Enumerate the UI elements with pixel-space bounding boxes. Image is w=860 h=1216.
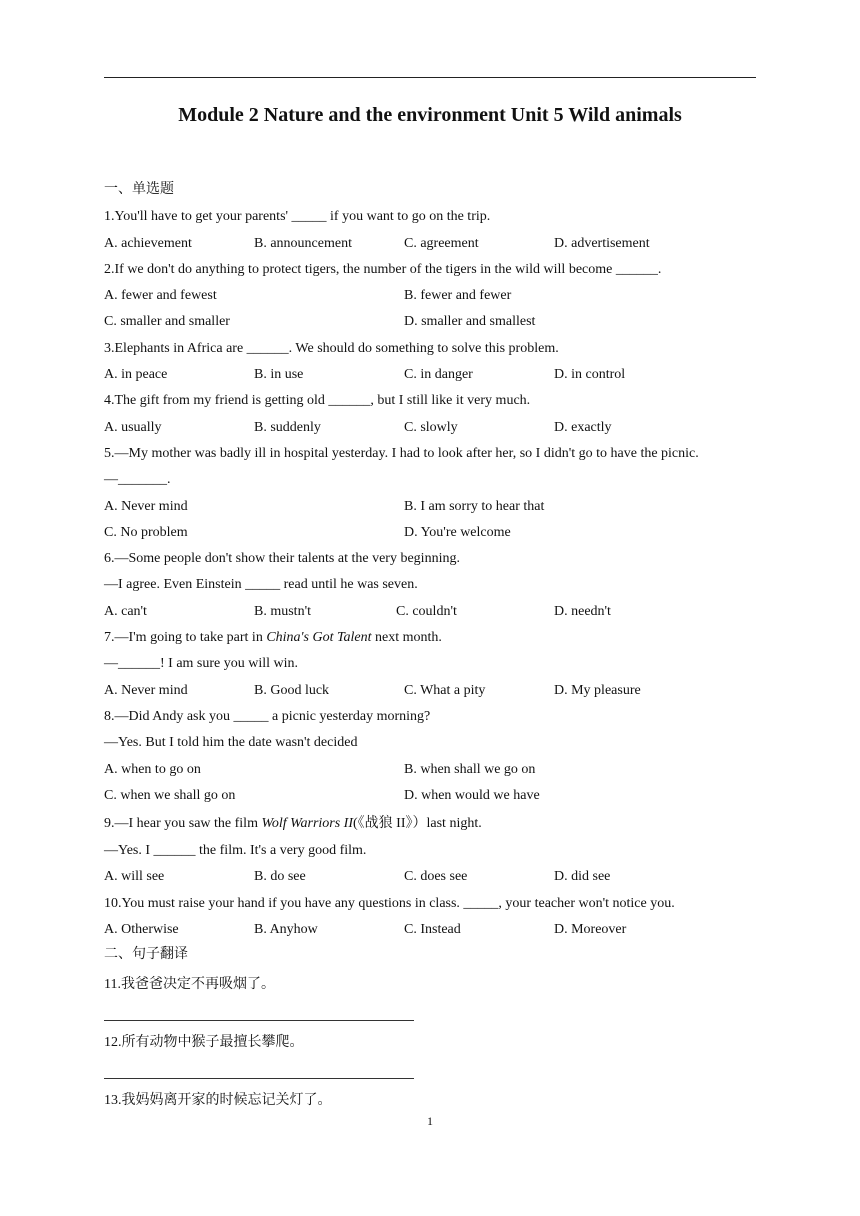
option-b: B. fewer and fewer [404,288,512,304]
option-d: D. needn't [554,603,611,619]
question-13-stem: 13.我妈妈离开家的时候忘记关灯了。 [104,1092,332,1108]
stem-text: 9.—I hear you saw the film [104,816,262,832]
option-b: B. I am sorry to hear that [404,498,545,514]
option-b: B. suddenly [254,419,321,435]
option-c: C. when we shall go on [104,787,236,803]
question-2-stem: 2.If we don't do anything to protect tigers, the number of the tigers in the wild will become ______. [104,261,662,277]
film-title: Wolf Warriors II [261,816,354,832]
question-5-options-row-2 [104,520,764,546]
header-rule [104,77,756,78]
question-9-options [104,864,764,890]
question-3-stem: 3.Elephants in Africa are ______. We should do something to solve this problem. [104,340,559,356]
question-12-stem: 12.所有动物中猴子最擅长攀爬。 [104,1034,304,1050]
question-10-stem: 10.You must raise your hand if you have any questions in class. _____, your teacher won't notice you. [104,895,675,911]
option-d: D. in control [554,367,626,383]
option-c: C. does see [404,869,468,885]
option-c: C. couldn't [396,603,457,619]
question-3-options [104,362,764,388]
question-8-options-row-2 [104,783,764,809]
option-a: A. Otherwise [104,922,179,938]
page-title: Module 2 Nature and the environment Unit 5 Wild animals [178,104,682,126]
option-c: C. agreement [404,235,479,251]
worksheet-content [104,178,764,1115]
question-8-stem: 8.—Did Andy ask you _____ a picnic yesterday morning? [104,708,431,724]
option-a: A. Never mind [104,498,188,514]
option-c: C. in danger [404,367,473,383]
question-9-response: —Yes. I ______ the film. It's a very good film. [104,843,367,859]
option-b: B. do see [254,869,306,885]
question-5-stem: 5.—My mother was badly ill in hospital yesterday. I had to look after her, so I didn't go to have the picnic. [104,445,699,461]
option-d: D. Moreover [554,922,627,938]
option-b: B. in use [254,367,304,383]
question-11-stem: 11.我爸爸决定不再吸烟了。 [104,976,275,992]
question-4-stem: 4.The gift from my friend is getting old ______, but I still like it very much. [104,393,531,409]
option-b: B. when shall we go on [404,761,536,777]
answer-rule [104,1020,414,1021]
question-5-response: —_______. [104,472,171,488]
option-a: A. fewer and fewest [104,288,217,304]
stem-text: 7.—I'm going to take part in [104,630,267,646]
option-d: D. You're welcome [404,524,511,540]
option-b: B. announcement [254,235,352,251]
question-8-options-row-1 [104,757,764,783]
question-1-options [104,231,764,257]
option-a: A. Never mind [104,682,188,698]
question-7-options [104,678,764,704]
option-d: D. smaller and smallest [404,314,536,330]
stem-text: next month. [371,630,442,646]
stem-text: (《战狼 II》）last night. [353,816,482,832]
option-c: C. slowly [404,419,458,435]
section-heading-translation: 二、句子翻译 [104,947,188,963]
option-d: D. did see [554,869,611,885]
page-number: 1 [427,1114,433,1128]
show-title: China's Got Talent [266,630,372,646]
question-7-response: —______! I am sure you will win. [104,656,299,672]
option-d: D. exactly [554,419,612,435]
question-6-response: —I agree. Even Einstein _____ read until he was seven. [104,577,418,593]
option-a: A. achievement [104,235,192,251]
option-a: A. can't [104,603,147,619]
question-10-options [104,917,764,943]
question-5-options-row-1 [104,494,764,520]
question-1-stem: 1.You'll have to get your parents' _____ if you want to go on the trip. [104,209,491,225]
option-c: C. No problem [104,524,188,540]
option-a: A. when to go on [104,761,201,777]
question-8-response: —Yes. But I told him the date wasn't decided [104,735,358,751]
question-4-options [104,415,764,441]
option-d: D. when would we have [404,787,540,803]
option-b: B. Anyhow [254,922,318,938]
answer-line-12[interactable] [104,1057,764,1086]
question-9-stem [104,809,764,838]
question-6-options [104,599,764,625]
question-6-stem: 6.—Some people don't show their talents at the very beginning. [104,551,460,567]
question-7-stem [104,625,764,651]
answer-line-11[interactable] [104,999,764,1028]
option-a: A. in peace [104,367,168,383]
option-b: B. mustn't [254,603,311,619]
question-2-options-row-1 [104,283,764,309]
option-d: D. advertisement [554,235,650,251]
option-a: A. usually [104,419,162,435]
option-d: D. My pleasure [554,682,641,698]
option-a: A. will see [104,869,165,885]
answer-rule [104,1078,414,1079]
option-b: B. Good luck [254,682,330,698]
option-c: C. smaller and smaller [104,314,230,330]
section-heading-single-choice: 一、单选题 [104,182,174,197]
question-2-options-row-2 [104,309,764,335]
option-c: C. Instead [404,922,461,938]
option-c: C. What a pity [404,682,486,698]
